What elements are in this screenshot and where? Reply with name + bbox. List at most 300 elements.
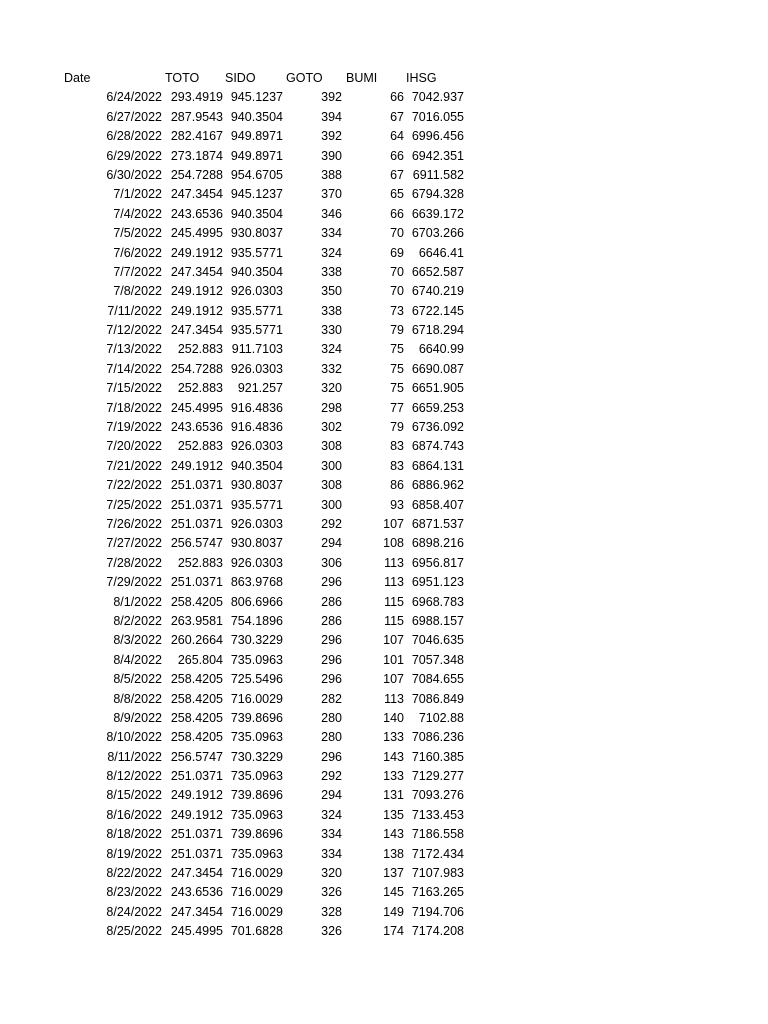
cell-bumi: 70 (390, 226, 404, 241)
cell-ihsg: 6871.537 (411, 516, 464, 531)
cell-ihsg: 7129.277 (411, 769, 464, 784)
cell-sido: 935.5771 (230, 323, 283, 338)
table-row (0, 845, 768, 864)
column-header-ihsg: IHSG (406, 71, 437, 85)
cell-date: 7/12/2022 (106, 323, 162, 338)
cell-bumi: 108 (383, 536, 404, 551)
cell-toto: 293.4919 (170, 90, 223, 105)
cell-ihsg: 6911.582 (412, 167, 464, 182)
table-row (0, 825, 768, 844)
cell-ihsg: 6736.092 (411, 420, 464, 435)
cell-ihsg: 7133.453 (411, 807, 464, 822)
table-body (0, 88, 768, 941)
cell-bumi: 75 (390, 381, 404, 396)
cell-date: 7/20/2022 (106, 439, 162, 454)
cell-ihsg: 6794.328 (411, 187, 464, 202)
cell-sido: 735.0963 (230, 652, 283, 667)
table-row (0, 748, 768, 767)
cell-bumi: 174 (383, 924, 404, 939)
cell-goto: 296 (321, 633, 342, 648)
cell-bumi: 70 (390, 284, 404, 299)
cell-sido: 926.0303 (230, 439, 283, 454)
cell-goto: 320 (321, 381, 342, 396)
cell-date: 8/9/2022 (113, 710, 162, 725)
table-row (0, 418, 768, 437)
cell-bumi: 113 (384, 575, 404, 590)
cell-date: 6/28/2022 (106, 129, 162, 144)
cell-goto: 294 (321, 536, 342, 551)
cell-date: 7/29/2022 (106, 575, 162, 590)
cell-date: 8/1/2022 (113, 594, 162, 609)
cell-sido: 716.0029 (230, 866, 283, 881)
cell-bumi: 66 (390, 90, 404, 105)
cell-ihsg: 6996.456 (411, 129, 464, 144)
cell-goto: 326 (321, 885, 342, 900)
cell-date: 7/7/2022 (113, 264, 162, 279)
cell-date: 7/13/2022 (106, 342, 162, 357)
cell-date: 6/29/2022 (106, 148, 162, 163)
cell-sido: 935.5771 (230, 497, 283, 512)
cell-date: 6/27/2022 (106, 109, 162, 124)
cell-toto: 258.4205 (170, 730, 223, 745)
table-row (0, 496, 768, 515)
cell-bumi: 75 (390, 361, 404, 376)
cell-goto: 296 (321, 672, 342, 687)
cell-ihsg: 7194.706 (411, 904, 464, 919)
cell-goto: 392 (321, 129, 342, 144)
cell-bumi: 145 (383, 885, 404, 900)
table-row (0, 244, 768, 263)
cell-goto: 280 (321, 730, 342, 745)
cell-goto: 338 (321, 303, 342, 318)
cell-toto: 258.4205 (170, 672, 223, 687)
cell-sido: 716.0029 (230, 904, 283, 919)
cell-goto: 296 (321, 749, 342, 764)
cell-bumi: 69 (390, 245, 404, 260)
cell-bumi: 64 (390, 129, 404, 144)
cell-goto: 286 (321, 613, 342, 628)
cell-sido: 735.0963 (230, 769, 283, 784)
cell-toto: 249.1912 (170, 284, 223, 299)
cell-goto: 324 (321, 245, 342, 260)
cell-goto: 388 (321, 167, 342, 182)
cell-goto: 370 (321, 187, 342, 202)
table-row (0, 166, 768, 185)
table-row (0, 340, 768, 359)
cell-toto: 247.3454 (170, 866, 223, 881)
cell-sido: 940.3504 (230, 109, 283, 124)
cell-toto: 263.9581 (170, 613, 223, 628)
cell-date: 8/23/2022 (106, 885, 162, 900)
cell-ihsg: 6956.817 (411, 555, 464, 570)
table-row (0, 709, 768, 728)
cell-sido: 949.8971 (230, 129, 283, 144)
table-row (0, 922, 768, 941)
cell-goto: 302 (321, 420, 342, 435)
cell-goto: 280 (321, 710, 342, 725)
table-row (0, 515, 768, 534)
cell-toto: 251.0371 (170, 497, 223, 512)
cell-toto: 247.3454 (170, 323, 223, 338)
cell-ihsg: 6703.266 (411, 226, 464, 241)
cell-toto: 249.1912 (170, 788, 223, 803)
column-header-goto: GOTO (286, 71, 323, 85)
cell-date: 7/1/2022 (113, 187, 162, 202)
cell-ihsg: 6640.99 (418, 342, 464, 357)
table-row (0, 903, 768, 922)
cell-bumi: 66 (390, 148, 404, 163)
table-row (0, 534, 768, 553)
cell-sido: 926.0303 (230, 284, 283, 299)
cell-goto: 292 (321, 769, 342, 784)
cell-toto: 287.9543 (170, 109, 223, 124)
cell-bumi: 75 (390, 342, 404, 357)
cell-date: 8/15/2022 (106, 788, 162, 803)
cell-date: 8/12/2022 (106, 769, 162, 784)
cell-bumi: 138 (383, 846, 404, 861)
table-row (0, 631, 768, 650)
table-row (0, 806, 768, 825)
cell-sido: 911.7103 (231, 342, 283, 357)
cell-bumi: 115 (384, 594, 404, 609)
cell-ihsg: 7160.385 (411, 749, 464, 764)
cell-ihsg: 7057.348 (411, 652, 464, 667)
cell-goto: 394 (321, 109, 342, 124)
cell-sido: 739.8696 (230, 710, 283, 725)
cell-bumi: 140 (383, 710, 404, 725)
column-header-sido: SIDO (225, 71, 256, 85)
cell-toto: 252.883 (177, 381, 223, 396)
cell-ihsg: 6858.407 (411, 497, 464, 512)
cell-date: 7/28/2022 (106, 555, 162, 570)
cell-ihsg: 7172.434 (411, 846, 464, 861)
cell-goto: 334 (321, 846, 342, 861)
cell-ihsg: 6898.216 (411, 536, 464, 551)
cell-date: 7/15/2022 (106, 381, 162, 396)
cell-toto: 258.4205 (170, 594, 223, 609)
cell-date: 7/14/2022 (106, 361, 162, 376)
table-row (0, 651, 768, 670)
cell-sido: 926.0303 (230, 516, 283, 531)
cell-toto: 282.4167 (170, 129, 223, 144)
cell-ihsg: 7163.265 (411, 885, 464, 900)
table-row (0, 108, 768, 127)
cell-sido: 716.0029 (230, 691, 283, 706)
cell-sido: 945.1237 (230, 90, 283, 105)
cell-ihsg: 6690.087 (411, 361, 464, 376)
table-row (0, 127, 768, 146)
table-row (0, 554, 768, 573)
cell-toto: 265.804 (177, 652, 223, 667)
cell-goto: 286 (321, 594, 342, 609)
cell-toto: 256.5747 (170, 536, 223, 551)
cell-ihsg: 7084.655 (411, 672, 464, 687)
cell-toto: 258.4205 (170, 710, 223, 725)
cell-sido: 730.3229 (230, 633, 283, 648)
cell-date: 8/2/2022 (113, 613, 162, 628)
cell-goto: 338 (321, 264, 342, 279)
cell-date: 7/19/2022 (106, 420, 162, 435)
table-row (0, 728, 768, 747)
cell-toto: 273.1874 (170, 148, 223, 163)
cell-bumi: 101 (383, 652, 404, 667)
column-header-toto: TOTO (165, 71, 200, 85)
cell-sido: 916.4836 (230, 400, 283, 415)
cell-sido: 735.0963 (230, 846, 283, 861)
cell-sido: 930.8037 (230, 226, 283, 241)
header-row (0, 69, 768, 88)
table-row (0, 457, 768, 476)
cell-goto: 300 (321, 458, 342, 473)
cell-bumi: 143 (383, 749, 404, 764)
cell-goto: 292 (321, 516, 342, 531)
cell-ihsg: 7046.635 (411, 633, 464, 648)
cell-sido: 716.0029 (230, 885, 283, 900)
cell-goto: 334 (321, 226, 342, 241)
table-row (0, 147, 768, 166)
cell-date: 7/11/2022 (107, 303, 162, 318)
stock-price-table (0, 69, 768, 942)
cell-bumi: 83 (390, 439, 404, 454)
cell-toto: 245.4995 (170, 226, 223, 241)
cell-goto: 296 (321, 652, 342, 667)
cell-bumi: 135 (383, 807, 404, 822)
cell-toto: 254.7288 (170, 167, 223, 182)
cell-sido: 754.1896 (230, 613, 283, 628)
cell-date: 6/30/2022 (106, 167, 162, 182)
cell-bumi: 107 (383, 633, 404, 648)
cell-ihsg: 6886.962 (411, 478, 464, 493)
cell-sido: 739.8696 (230, 827, 283, 842)
cell-ihsg: 6942.351 (411, 148, 464, 163)
cell-sido: 930.8037 (230, 536, 283, 551)
cell-goto: 298 (321, 400, 342, 415)
cell-sido: 940.3504 (230, 458, 283, 473)
cell-bumi: 86 (390, 478, 404, 493)
cell-goto: 324 (321, 807, 342, 822)
cell-toto: 251.0371 (170, 478, 223, 493)
table-row (0, 612, 768, 631)
cell-date: 8/16/2022 (106, 807, 162, 822)
cell-bumi: 107 (383, 672, 404, 687)
cell-ihsg: 6968.783 (411, 594, 464, 609)
cell-sido: 940.3504 (230, 264, 283, 279)
table-row (0, 360, 768, 379)
cell-date: 8/10/2022 (106, 730, 162, 745)
cell-toto: 251.0371 (170, 769, 223, 784)
table-row (0, 399, 768, 418)
cell-bumi: 131 (383, 788, 404, 803)
cell-bumi: 67 (390, 109, 404, 124)
cell-sido: 863.9768 (230, 575, 283, 590)
cell-ihsg: 6639.172 (411, 206, 464, 221)
cell-goto: 346 (321, 206, 342, 221)
cell-ihsg: 7174.208 (411, 924, 464, 939)
cell-bumi: 83 (390, 458, 404, 473)
cell-toto: 251.0371 (170, 575, 223, 590)
cell-goto: 308 (321, 439, 342, 454)
cell-bumi: 115 (384, 613, 404, 628)
cell-bumi: 79 (390, 323, 404, 338)
cell-sido: 730.3229 (230, 749, 283, 764)
cell-toto: 260.2664 (170, 633, 223, 648)
table-row (0, 573, 768, 592)
cell-toto: 249.1912 (170, 807, 223, 822)
cell-goto: 326 (321, 924, 342, 939)
table-row (0, 321, 768, 340)
cell-bumi: 113 (384, 691, 404, 706)
table-row (0, 88, 768, 107)
cell-goto: 330 (321, 323, 342, 338)
cell-goto: 296 (321, 575, 342, 590)
table-row (0, 690, 768, 709)
cell-bumi: 137 (383, 866, 404, 881)
cell-ihsg: 7016.055 (411, 109, 464, 124)
cell-goto: 328 (321, 904, 342, 919)
cell-ihsg: 7093.276 (411, 788, 464, 803)
cell-goto: 324 (321, 342, 342, 357)
cell-bumi: 65 (390, 187, 404, 202)
column-header-date: Date (64, 71, 91, 85)
table-row (0, 185, 768, 204)
table-row (0, 476, 768, 495)
cell-date: 7/21/2022 (106, 458, 162, 473)
cell-bumi: 113 (384, 555, 404, 570)
cell-date: 8/3/2022 (113, 633, 162, 648)
cell-bumi: 77 (390, 400, 404, 415)
cell-goto: 392 (321, 90, 342, 105)
table-row (0, 670, 768, 689)
cell-toto: 251.0371 (170, 827, 223, 842)
cell-ihsg: 6951.123 (411, 575, 464, 590)
cell-toto: 249.1912 (170, 303, 223, 318)
cell-bumi: 143 (383, 827, 404, 842)
cell-toto: 247.3454 (170, 264, 223, 279)
cell-date: 7/26/2022 (106, 516, 162, 531)
cell-ihsg: 6659.253 (411, 400, 464, 415)
cell-toto: 247.3454 (170, 904, 223, 919)
cell-toto: 256.5747 (170, 749, 223, 764)
cell-sido: 930.8037 (230, 478, 283, 493)
cell-date: 8/24/2022 (106, 904, 162, 919)
cell-date: 8/8/2022 (113, 691, 162, 706)
cell-bumi: 66 (390, 206, 404, 221)
cell-sido: 935.5771 (230, 245, 283, 260)
cell-date: 8/25/2022 (106, 924, 162, 939)
cell-bumi: 133 (383, 730, 404, 745)
cell-toto: 252.883 (177, 555, 223, 570)
cell-ihsg: 7102.88 (418, 710, 464, 725)
cell-date: 8/22/2022 (106, 866, 162, 881)
cell-toto: 243.6536 (170, 420, 223, 435)
cell-goto: 308 (321, 478, 342, 493)
cell-toto: 258.4205 (170, 691, 223, 706)
cell-goto: 332 (321, 361, 342, 376)
cell-toto: 252.883 (177, 342, 223, 357)
cell-ihsg: 7086.849 (411, 691, 464, 706)
table-row (0, 205, 768, 224)
cell-toto: 245.4995 (170, 924, 223, 939)
table-row (0, 437, 768, 456)
cell-ihsg: 6718.294 (411, 323, 464, 338)
cell-ihsg: 6874.743 (411, 439, 464, 454)
cell-sido: 735.0963 (230, 807, 283, 822)
cell-date: 8/5/2022 (113, 672, 162, 687)
cell-sido: 701.6828 (230, 924, 283, 939)
cell-ihsg: 6651.905 (411, 381, 464, 396)
cell-ihsg: 7086.236 (411, 730, 464, 745)
cell-bumi: 79 (390, 420, 404, 435)
cell-toto: 243.6536 (170, 206, 223, 221)
table-row (0, 282, 768, 301)
cell-sido: 921.257 (237, 381, 283, 396)
cell-bumi: 93 (390, 497, 404, 512)
table-row (0, 767, 768, 786)
cell-bumi: 133 (383, 769, 404, 784)
cell-date: 8/11/2022 (107, 749, 162, 764)
table-row (0, 263, 768, 282)
cell-bumi: 67 (390, 167, 404, 182)
cell-sido: 935.5771 (230, 303, 283, 318)
cell-date: 7/6/2022 (113, 245, 162, 260)
cell-toto: 249.1912 (170, 245, 223, 260)
cell-date: 7/5/2022 (113, 226, 162, 241)
cell-ihsg: 6864.131 (411, 458, 464, 473)
cell-date: 6/24/2022 (106, 90, 162, 105)
cell-bumi: 107 (383, 516, 404, 531)
cell-ihsg: 7042.937 (411, 90, 464, 105)
table-row (0, 379, 768, 398)
cell-toto: 251.0371 (170, 516, 223, 531)
cell-date: 8/4/2022 (113, 652, 162, 667)
cell-toto: 252.883 (177, 439, 223, 454)
table-row (0, 224, 768, 243)
cell-sido: 949.8971 (230, 148, 283, 163)
cell-date: 7/25/2022 (106, 497, 162, 512)
cell-sido: 926.0303 (230, 555, 283, 570)
cell-sido: 940.3504 (230, 206, 283, 221)
cell-sido: 926.0303 (230, 361, 283, 376)
cell-toto: 243.6536 (170, 885, 223, 900)
cell-goto: 306 (321, 555, 342, 570)
cell-ihsg: 7107.983 (411, 866, 464, 881)
cell-goto: 320 (321, 866, 342, 881)
cell-goto: 294 (321, 788, 342, 803)
cell-goto: 282 (321, 691, 342, 706)
cell-sido: 735.0963 (230, 730, 283, 745)
cell-toto: 247.3454 (170, 187, 223, 202)
column-header-bumi: BUMI (346, 71, 378, 85)
cell-bumi: 73 (390, 303, 404, 318)
cell-sido: 739.8696 (230, 788, 283, 803)
cell-sido: 945.1237 (230, 187, 283, 202)
cell-toto: 249.1912 (170, 458, 223, 473)
cell-goto: 390 (321, 148, 342, 163)
cell-goto: 350 (321, 284, 342, 299)
cell-date: 7/22/2022 (106, 478, 162, 493)
cell-ihsg: 6988.157 (411, 613, 464, 628)
cell-ihsg: 6652.587 (411, 264, 464, 279)
table-row (0, 883, 768, 902)
cell-goto: 334 (321, 827, 342, 842)
table-row (0, 593, 768, 612)
cell-date: 7/4/2022 (113, 206, 162, 221)
cell-toto: 245.4995 (170, 400, 223, 415)
cell-toto: 251.0371 (170, 846, 223, 861)
cell-ihsg: 7186.558 (411, 827, 464, 842)
cell-bumi: 70 (390, 264, 404, 279)
cell-ihsg: 6722.145 (411, 303, 464, 318)
